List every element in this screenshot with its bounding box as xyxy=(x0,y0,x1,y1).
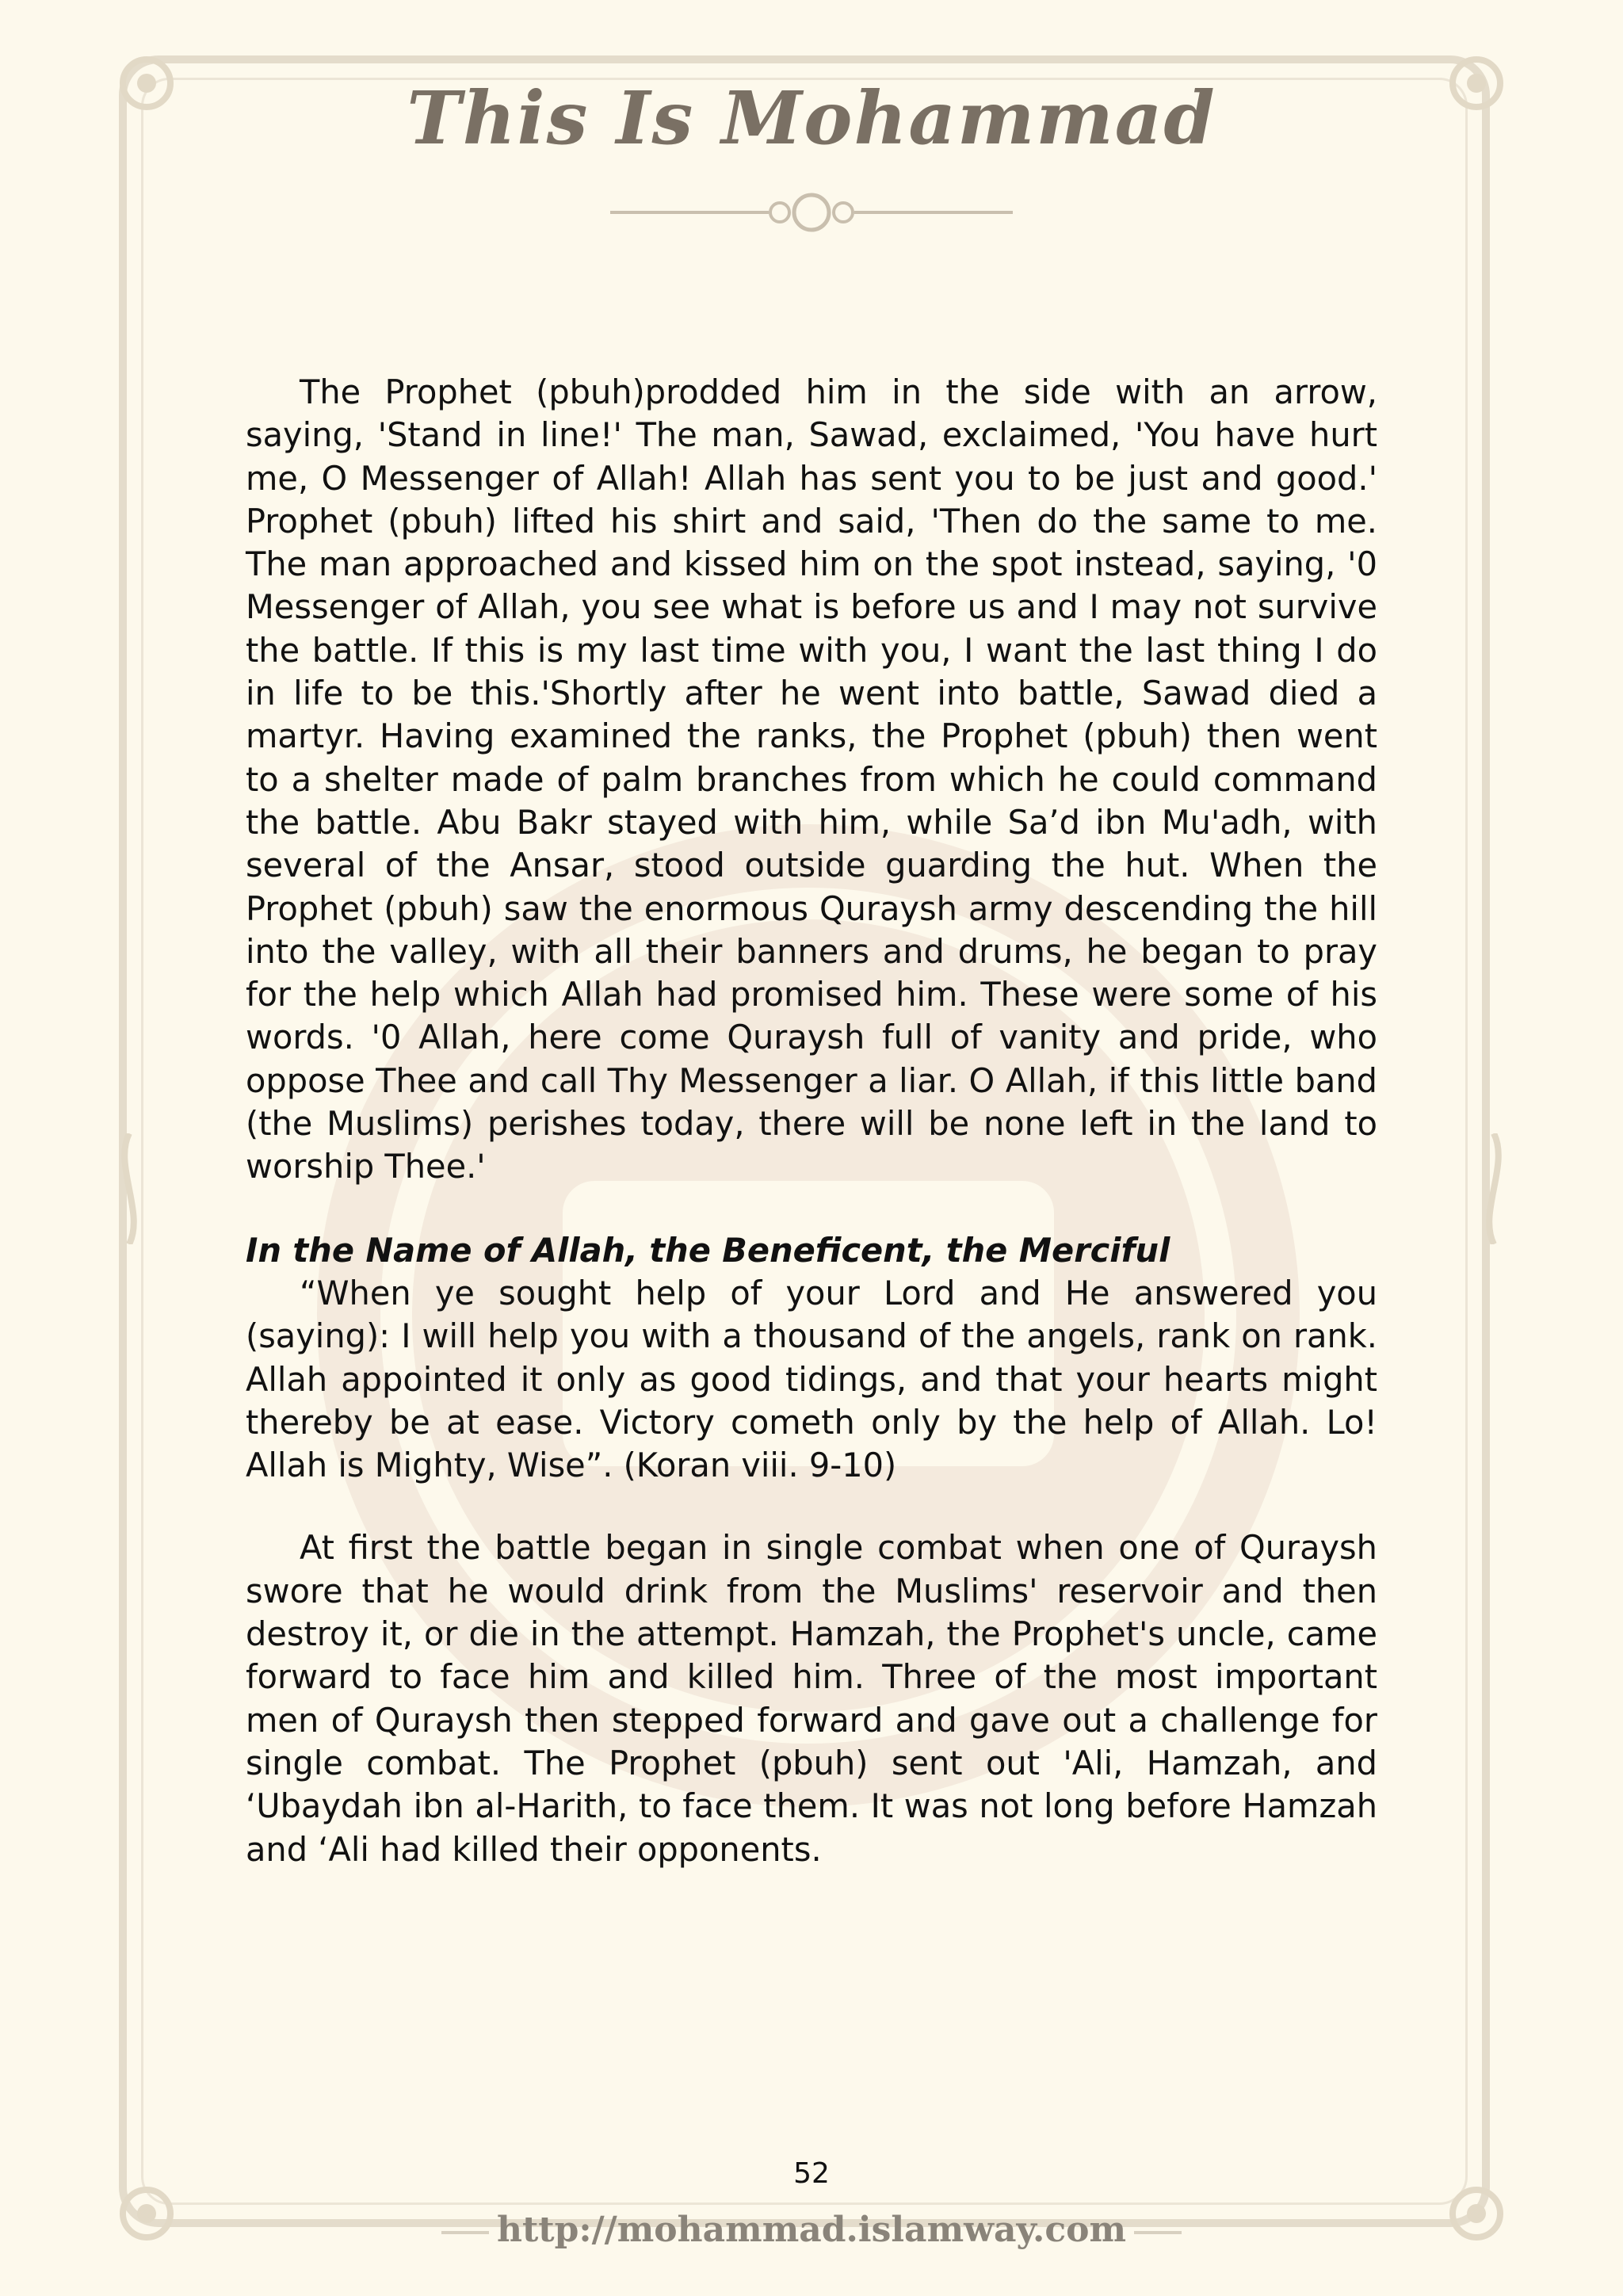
footer-url-text: http://mohammad.islamway.com xyxy=(496,2210,1127,2250)
side-ornament-icon xyxy=(113,1133,145,1244)
book-title: This Is Mohammad xyxy=(407,75,1216,161)
page-number: 52 xyxy=(793,2157,830,2190)
section-heading: In the Name of Allah, the Beneficent, the Merciful xyxy=(246,1230,1170,1270)
divider xyxy=(441,2231,489,2234)
quran-quote: “When ye sought help of your Lord and He answered you (saying): I will help you with a thousand of the angels, rank on rank. Allah appointed it only as good tidings, and that your hearts might thereby be at ease. Victory cometh only by the help of Allah. Lo! Allah is Mighty, Wise”. (Koran viii. 9-10) xyxy=(246,1273,1377,1485)
footer-url xyxy=(0,2210,1623,2250)
page-content xyxy=(246,371,1377,1871)
divider xyxy=(1134,2231,1182,2234)
body-paragraph: At first the battle began in single combat when one of Quraysh swore that he would drink from the Muslims' reservoir and then destroy it, or die in the attempt. Hamzah, the Prophet's uncle, came forward to face him and killed him. Three of the most important men of Quraysh then stepped forward and gave out a challenge for single combat. The Prophet (pbuh) sent out 'Ali, Hamzah, and ‘Ubaydah ibn al-Harith, to face them. It was not long before Hamzah and ‘Ali had killed their opponents. xyxy=(246,1528,1377,1869)
body-paragraph: The Prophet (pbuh)prodded him in the side with an arrow, saying, 'Stand in line!' The man, Sawad, exclaimed, 'You have hurt me, O Messenger of Allah! Allah has sent you to be just and good.' Prophet (pbuh) lifted his shirt and said, 'Then do the same to me. The man approached and kissed him on the spot instead, saying, '0 Messenger of Allah, you see what is before us and I may not survive the battle. If this is my last time with you, I want the last thing I do in life to be this.'Shortly after he went into battle, Sawad died a martyr. Having examined the ranks, the Prophet (pbuh) then went to a shelter made of palm branches from which he could command the battle. Abu Bakr stayed with him, while Sa’d ibn Mu'adh, with several of the Ansar, stood outside guarding the hut. When the Prophet (pbuh) saw the enormous Quraysh army descending the hill into the valley, with all their banners and drums, he began to pray for the help which Allah had promised him. These were some of his words. '0 Allah, here come Quraysh full of vanity and pride, who oppose Thee and call Thy Messenger a liar. O Allah, if this little band (the Muslims) perishes today, there will be none left in the land to worship Thee.' xyxy=(246,372,1377,1186)
title-ornament-icon xyxy=(610,181,1013,244)
side-ornament-icon xyxy=(1478,1133,1510,1244)
